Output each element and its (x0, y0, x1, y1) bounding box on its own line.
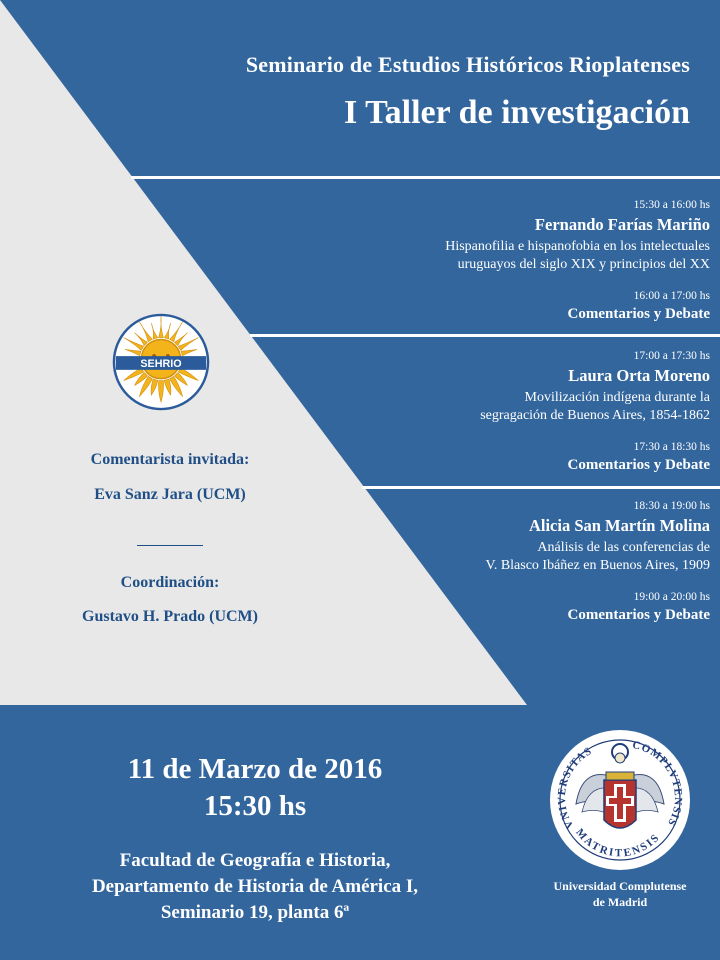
event-date: 11 de Marzo de 2016 (127, 753, 383, 785)
seal-text-left: VNIVERSITAS (555, 744, 595, 831)
debate-label: Comentarios y Debate (567, 306, 710, 322)
debate-label: Comentarios y Debate (567, 607, 710, 623)
ucm-seal-icon (548, 728, 692, 872)
event-venue (20, 848, 490, 926)
talk-title-line-2: segragación de Buenos Aires, 1854-1862 (480, 408, 710, 423)
talk-title (480, 389, 710, 425)
debate-time: 17:30 a 18:30 hs (633, 441, 710, 453)
divider-1 (250, 334, 720, 337)
talk-title (486, 539, 710, 575)
divider-top (131, 176, 720, 179)
debate-label: Comentarios y Debate (567, 457, 710, 473)
speaker-name: Laura Orta Moreno (568, 366, 710, 385)
venue-line-1: Facultad de Geografía e Historia, (119, 850, 391, 871)
left-divider (137, 545, 203, 546)
debate-time: 19:00 a 20:00 hs (633, 591, 710, 603)
venue-line-2: Departamento de Historia de América I, (91, 876, 419, 897)
workshop-title: I Taller de investigación (343, 94, 690, 131)
university-name-line-2: de Madrid (592, 895, 648, 909)
coordinator-name: Gustavo H. Prado (UCM) (82, 608, 258, 625)
talk-title-line-2: uruguayos del siglo XIX y principios del XX (457, 257, 710, 272)
seal-text-right: COMPLVTENSIS (631, 739, 685, 829)
session-time: 15:30 a 16:00 hs (633, 199, 710, 211)
debate-time: 16:00 a 17:00 hs (633, 290, 710, 302)
divider-2 (362, 486, 720, 489)
sehrio-logo (112, 313, 210, 411)
event-time: 15:30 hs (203, 790, 307, 822)
session-time: 17:00 a 17:30 hs (633, 350, 710, 362)
university-name-line-1: Universidad Complutense (553, 879, 687, 893)
commentator-name: Eva Sanz Jara (UCM) (94, 486, 246, 503)
talk-title-line-1: Análisis de las conferencias de (537, 540, 710, 555)
speaker-name: Alicia San Martín Molina (528, 516, 710, 535)
university-name (520, 878, 720, 910)
talk-title-line-1: Hispanofilia e hispanofobia en los intelectuales (445, 239, 710, 254)
venue-line-3: Seminario 19, planta 6ª (160, 902, 350, 923)
sehrio-logo-text: SEHRIO (140, 357, 182, 370)
seal-text-bottom: MATRITENSIS (573, 826, 663, 860)
speaker-name: Fernando Farías Mariño (534, 215, 710, 234)
talk-title-line-2: V. Blasco Ibáñez en Buenos Aires, 1909 (485, 558, 710, 573)
commentator-label: Comentarista invitada: (90, 451, 250, 468)
talk-title (445, 238, 710, 274)
coordination-label: Coordinación: (120, 574, 220, 591)
seminar-series-title: Seminario de Estudios Históricos Rioplatenses (245, 52, 690, 77)
session-time: 18:30 a 19:00 hs (633, 500, 710, 512)
talk-title-line-1: Movilización indígena durante la (524, 390, 710, 405)
